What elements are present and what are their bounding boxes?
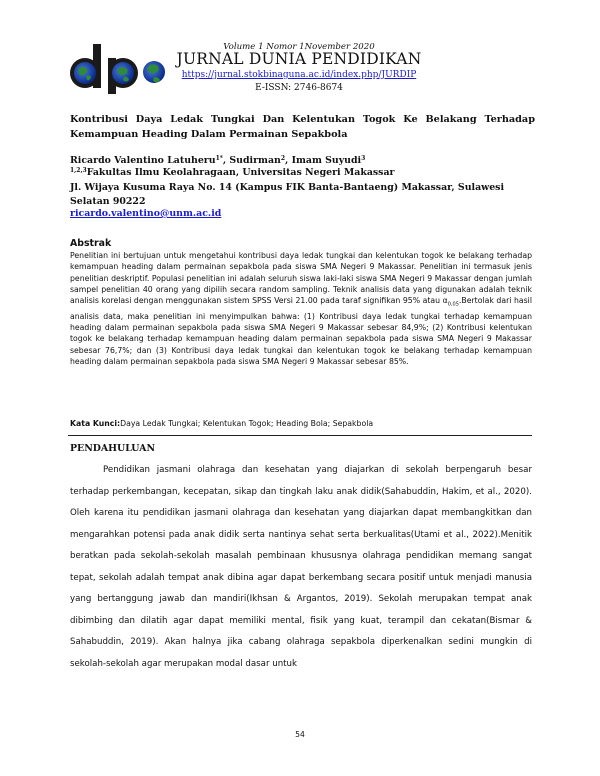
abstract-heading: Abstrak bbox=[70, 238, 112, 249]
keywords bbox=[70, 419, 373, 428]
email-link[interactable]: ricardo.valentino@unm.ac.id bbox=[70, 208, 222, 219]
journal-title: JURNAL DUNIA PENDIDIKAN bbox=[176, 50, 422, 68]
author-2: , Sudirman bbox=[222, 155, 281, 166]
affiliation-sup: 1,2,3 bbox=[70, 167, 87, 174]
author-1: Ricardo Valentino Latuheru bbox=[70, 155, 216, 166]
paper-title: Kontribusi Daya Ledak Tungkai Dan Kelentukan Togok Ke Belakang Terhadap Kemampuan Heading Dalam Permainan Sepakbola bbox=[70, 114, 535, 140]
abstract-text bbox=[70, 250, 532, 367]
section-divider bbox=[68, 435, 532, 436]
abstract-text-part-2: .Bertolak dari hasil analisis data, maka penelitian ini menyimpulkan bahwa: (1) Kontribusi daya ledak tungkai terhadap kemampuan heading dalam permainan sepakbola pada siswa SMA Negeri 9 Makassar sebesar 84,9%; (2) Kontribusi kelentukan togok ke belakang terhadap kemampuan heading dalam permainan sepakbola pada siswa SMA Negeri 9 Makassar sebesar 76,7%; dan (3) Kontribusi daya ledak tungkai dan kelentukan togok ke belakang terhadap kemampuan heading dalam permainan sepakbola pada siswa SMA Negeri 9 Makassar sebesar 85%. bbox=[70, 296, 532, 366]
journal-url-link[interactable]: https://jurnal.stokbinaguna.ac.id/index.php/JURDIP bbox=[181, 70, 417, 80]
affiliation bbox=[70, 167, 394, 178]
section-heading: PENDAHULUAN bbox=[70, 443, 156, 454]
volume-info: Volume 1 Nomor 1November 2020 bbox=[223, 42, 375, 52]
author-2-sup: 2 bbox=[280, 155, 286, 162]
author-3-sup: 3 bbox=[361, 155, 366, 162]
keywords-text: Daya Ledak Tungkai; Kelentukan Togok; Heading Bola; Sepakbola bbox=[120, 419, 374, 428]
author-3: , Imam Suyudi bbox=[285, 155, 362, 166]
page-number: 54 bbox=[295, 730, 305, 739]
alpha-subscript: 0,05 bbox=[447, 301, 459, 308]
body-paragraph: Pendidikan jasmani olahraga dan kesehatan yang diajarkan di sekolah berpengaruh besar terhadap perkembangan, kecepatan, sikap dan tingkah laku anak didik(Sahabuddin, Hakim, et al., 2020). Oleh karena itu pendidikan jasmani olahraga dan kesehatan yang diajarkan dapat membangkitkan dan mengarahkan potensi pada anak didik serta nantinya sehat serta berkualitas(Utami et al., 2022).Menitik beratkan pada sekolah-sekolah masalah pembinaan khususnya olahraga pendidikan memang sangat tepat, sekolah adalah tempat anak dibina agar dapat berkembang secara positif untuk menjadi manusia yang bertanggung jawab dan mandiri(Ikhsan & Argantos, 2019). Sekolah merupakan tempat anak dibimbing dan dilatih agar dapat memiliki mental, fisik yang kuat, terampil dan cekatan(Bismar & Sahabuddin, 2019). Akan halnya jika cabang olahraga sepakbola diperkenalkan sedini mungkin di sekolah-sekolah agar merupakan modal dasar untuk bbox=[70, 465, 532, 669]
globe-logo-icon bbox=[68, 42, 166, 94]
abstract-text-part-1: Penelitian ini bertujuan untuk mengetahui kontribusi daya ledak tungkai dan kelentukan togok ke belakang terhadap kemampuan heading dalam permainan sepakbola pada siswa SMA Negeri 9 Makassar. Penelitian ini termasuk jenis penelitian deskriptif. Populasi penelitian ini adalah seluruh siswa laki-laki siswa SMA Negeri 9 Makassar dengan jumlah sampel penelitian 40 orang yang dipilih secara random sampling. Teknik analisis data yang digunakan adalah teknik analisis korelasi dengan menggunakan sistem SPSS Versi 21.00 pada taraf signifikan 95% atau α bbox=[70, 251, 532, 305]
author-1-sup: 1* bbox=[215, 155, 223, 162]
affiliation-text: Fakultas Ilmu Keolahragaan, Universitas Negeri Makassar bbox=[86, 167, 395, 178]
author-list bbox=[70, 155, 365, 166]
issn: E-ISSN: 2746-8674 bbox=[255, 83, 343, 93]
address: Jl. Wijaya Kusuma Raya No. 14 (Kampus FIK Banta-Bantaeng) Makassar, Sulawesi Selatan 90222 bbox=[70, 182, 505, 207]
keywords-label: Kata Kunci: bbox=[70, 419, 121, 428]
